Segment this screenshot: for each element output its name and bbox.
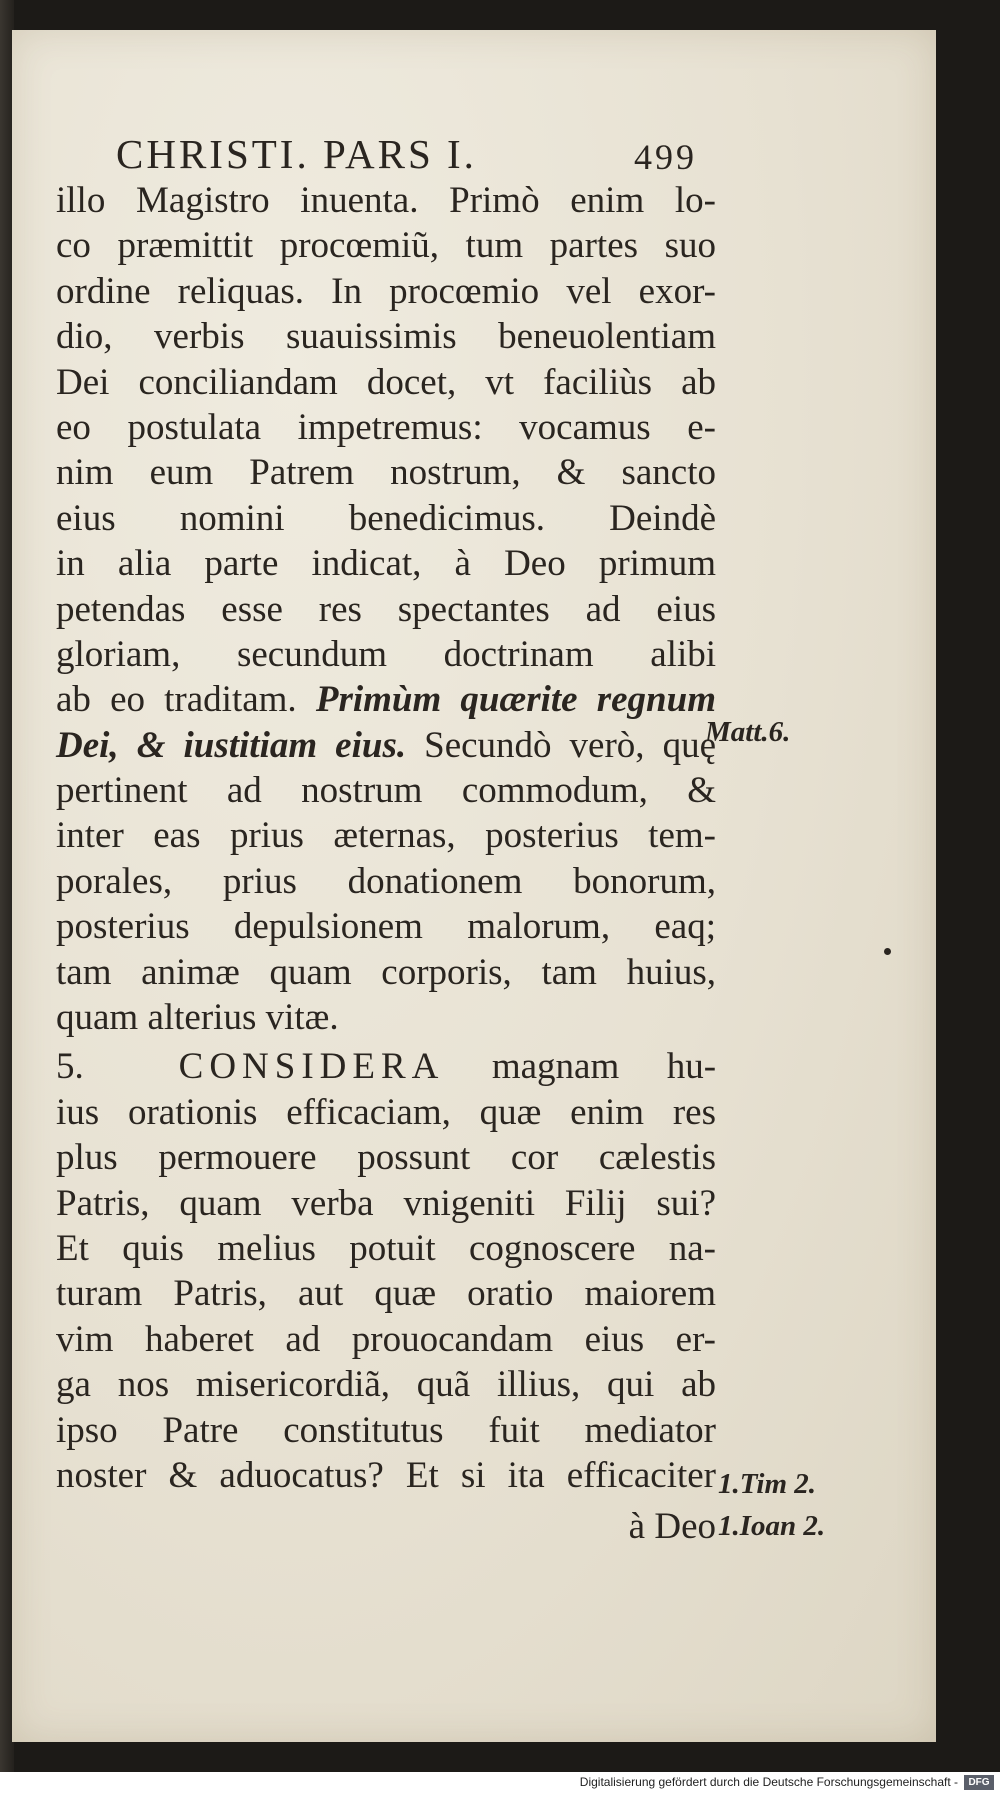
book-page: [12, 30, 936, 1742]
text-line: gloriam, secundum doctrinam alibi: [56, 633, 716, 675]
body-text: [56, 178, 716, 1550]
margin-note-tim: 1.Tim 2.: [718, 1468, 817, 1500]
text-line: Dei conciliandam docet, vt faciliùs ab: [56, 361, 716, 403]
scripture-quote: Primùm quærite regnum: [315, 679, 716, 721]
footer-bar: [0, 1772, 1000, 1793]
text-line: co præmittit procœmiũ, tum partes suo: [56, 225, 716, 267]
dfg-logo: DFG: [964, 1775, 994, 1790]
text-line: vim haberet ad prouocandam eius er-: [56, 1318, 716, 1360]
text-line: ordine reliquas. In procœmio vel exor-: [56, 270, 716, 312]
running-head: CHRISTI. PARS I.: [116, 131, 477, 177]
text-span: ab eo traditam.: [56, 679, 316, 721]
margin-note-matt: Matt.6.: [705, 716, 791, 748]
text-line: pertinent ad nostrum commodum, &: [56, 770, 716, 812]
margin-note-ioan: 1.Ioan 2.: [718, 1510, 826, 1542]
text-line: plus permouere possunt cor cælestis: [56, 1137, 716, 1179]
text-line: Patris, quam verba vnigeniti Filij sui?: [56, 1182, 716, 1224]
text-line: ga nos misericordiã, quã illius, qui ab: [56, 1364, 716, 1406]
text-line: inter eas prius æternas, posterius tem-: [56, 815, 716, 857]
text-line: ius orationis efficaciam, quæ enim res: [56, 1091, 716, 1133]
catchword: à Deo: [628, 1506, 716, 1548]
text-line: [56, 677, 716, 722]
section-number: 5.: [56, 1046, 84, 1088]
text-line: porales, prius donationem bonorum,: [56, 860, 716, 902]
text-line: petendas esse res spectantes ad eius: [56, 588, 716, 630]
scripture-quote: Dei, & iustitiam eius.: [56, 724, 407, 766]
text-line: quam alterius vitæ.: [56, 997, 339, 1039]
text-line: dio, verbis suauissimis beneuolentiam: [56, 316, 716, 358]
footer-credit: Digitalisierung gefördert durch die Deutsche Forschungsgemeinschaft -: [579, 1775, 958, 1789]
text-line: turam Patris, aut quæ oratio maiorem: [56, 1273, 716, 1315]
text-line: Et quis melius potuit cognoscere na-: [56, 1227, 716, 1269]
text-line: eius nomini benedicimus. Deindè: [56, 497, 716, 539]
text-line: [56, 723, 716, 768]
section-keyword: CONSIDERA: [178, 1046, 445, 1088]
text-line: tam animæ quam corporis, tam huius,: [56, 951, 716, 993]
text-line: ipso Patre constitutus fuit mediator: [56, 1409, 716, 1451]
text-line: posterius depulsionem malorum, eaq;: [56, 906, 716, 948]
text-line: noster & aduocatus? Et si ita efficaciter: [56, 1454, 716, 1496]
page-number: 499: [634, 137, 697, 177]
text-line: in alia parte indicat, à Deo primum: [56, 543, 716, 585]
text-span: magnam hu-: [491, 1046, 717, 1088]
text-line: illo Magistro inuenta. Primò enim lo-: [56, 180, 716, 221]
text-line: nim eum Patrem nostrum, & sancto: [56, 452, 716, 494]
text-span: Secundò verò, quę: [406, 724, 716, 766]
section-5-first-line: [56, 1044, 716, 1089]
text-line: eo postulata impetremus: vocamus e-: [56, 406, 716, 448]
ink-mark: [884, 948, 891, 955]
